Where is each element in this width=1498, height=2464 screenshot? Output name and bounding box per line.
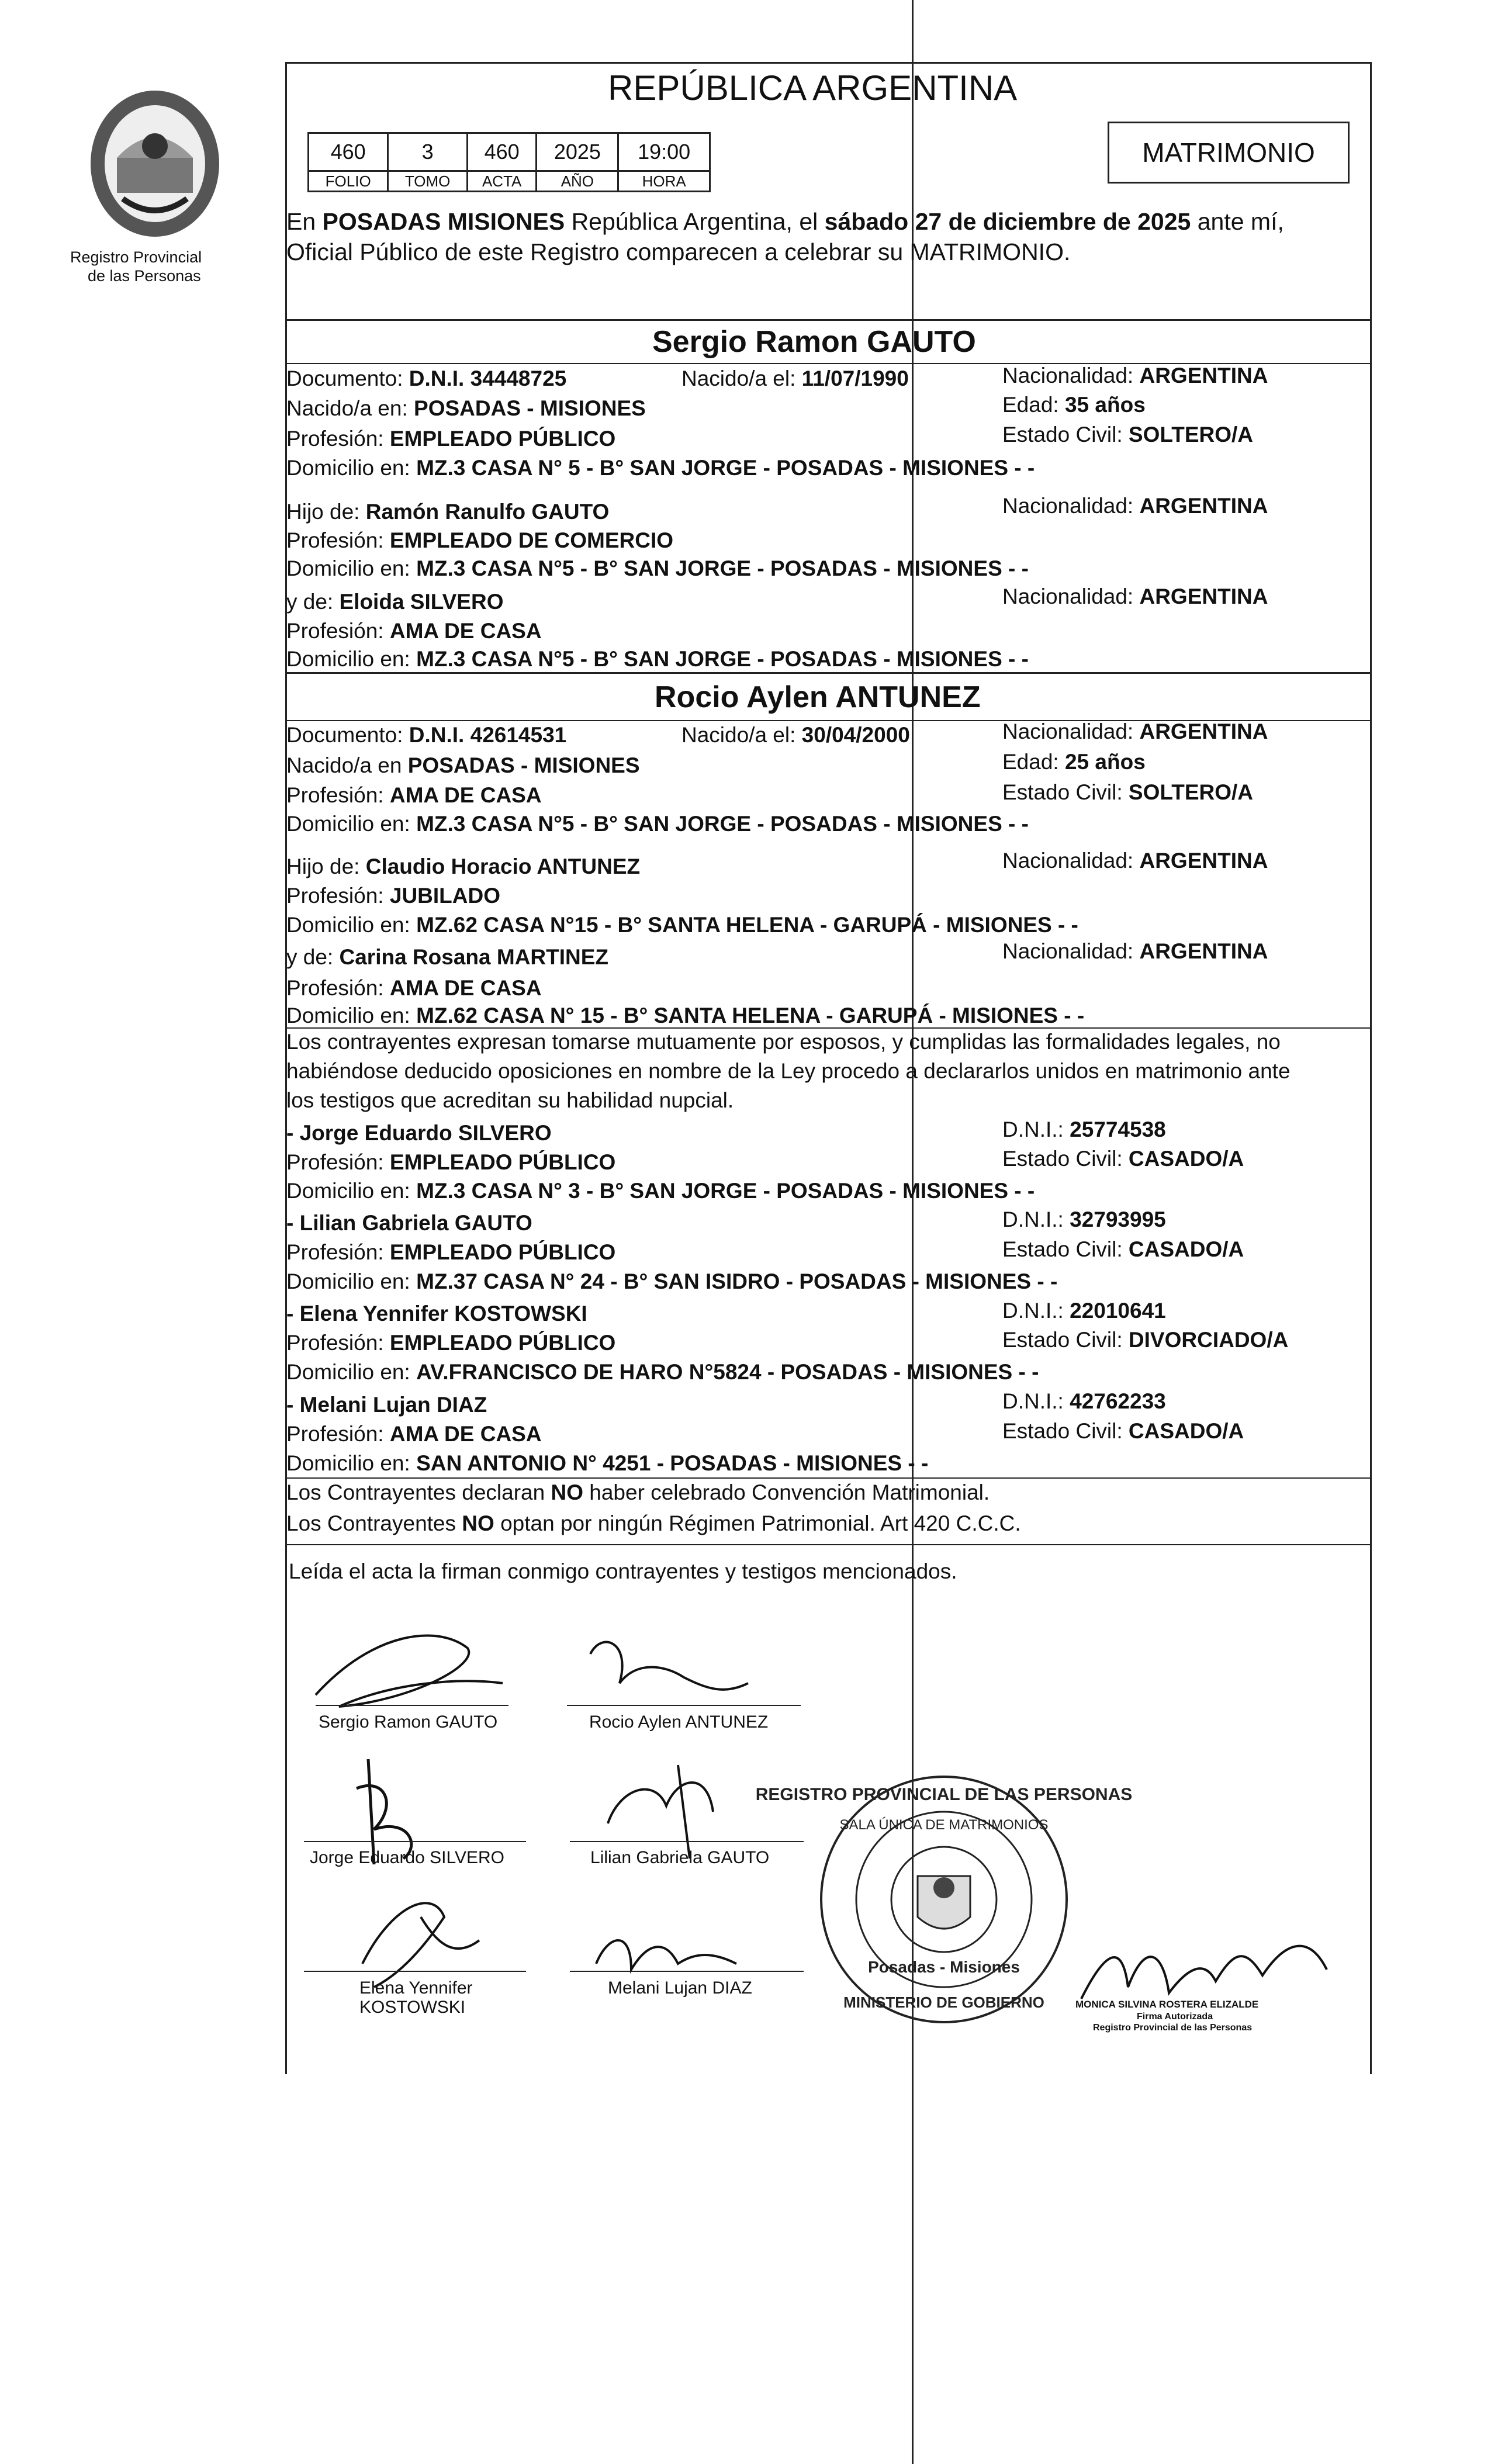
spouse1-age: Edad: 35 años: [1002, 393, 1146, 417]
signature-caption-5a: Elena Yennifer: [359, 1978, 473, 1998]
registry-seal: [755, 1771, 1133, 2028]
spouse1-prof: Profesión: EMPLEADO PÚBLICO: [286, 427, 616, 451]
witness-4-dni: D.N.I.: 42762233: [1002, 1389, 1166, 1413]
folio-label: FOLIO: [309, 171, 388, 192]
registry-logo: [82, 88, 228, 245]
officer-stamp-name: MONICA SILVINA ROSTERA ELIZALDE: [1075, 1999, 1259, 2010]
signature-line: [570, 1971, 804, 1972]
spouse1-father: Hijo de: Ramón Ranulfo GAUTO: [286, 500, 610, 524]
spouse2-place: Nacido/a en POSADAS - MISIONES: [286, 753, 640, 777]
signature-caption-3: Jorge Eduardo SILVERO: [310, 1848, 504, 1867]
declaration-line-3: los testigos que acreditan su habilidad nupcial.: [286, 1088, 734, 1112]
spouse1-doc: Documento: D.N.I. 34448725: [286, 366, 567, 390]
hora-label: HORA: [618, 171, 710, 192]
folio-value: 460: [309, 133, 388, 171]
tomo-value: 3: [388, 133, 468, 171]
spouse2-doc: Documento: D.N.I. 42614531: [286, 723, 567, 747]
spouse2-father-prof: Profesión: JUBILADO: [286, 884, 500, 908]
witness-4-civil: Estado Civil: CASADO/A: [1002, 1419, 1244, 1443]
spouse1-mother: y de: Eloida SILVERO: [286, 590, 504, 614]
spouse2-mother: y de: Carina Rosana MARTINEZ: [286, 945, 609, 969]
signature-caption-6: Melani Lujan DIAZ: [608, 1978, 752, 1998]
witness-2-addr: Domicilio en: MZ.37 CASA N° 24 - B° SAN ISIDRO - POSADAS - MISIONES - -: [286, 1269, 1058, 1293]
witness-4-addr: Domicilio en: SAN ANTONIO N° 4251 - POSADAS - MISIONES - -: [286, 1451, 929, 1475]
acta-label: ACTA: [467, 171, 537, 192]
spouse2-born: Nacido/a el: 30/04/2000: [681, 723, 910, 747]
witness-1-dni: D.N.I.: 25774538: [1002, 1117, 1166, 1141]
signature-caption-1: Sergio Ramon GAUTO: [319, 1712, 498, 1732]
witness-4-prof: Profesión: AMA DE CASA: [286, 1422, 542, 1446]
witness-3-civil: Estado Civil: DIVORCIADO/A: [1002, 1328, 1289, 1352]
spouse2-mother-prof: Profesión: AMA DE CASA: [286, 976, 542, 1000]
witness-1-civil: Estado Civil: CASADO/A: [1002, 1147, 1244, 1171]
signature-line: [570, 1841, 804, 1842]
declaration-line-1: Los contrayentes expresan tomarse mutuamente por esposos, y cumplidas las formalidades legales, no: [286, 1030, 1281, 1054]
witness-1-prof: Profesión: EMPLEADO PÚBLICO: [286, 1150, 616, 1174]
anio-value: 2025: [537, 133, 618, 171]
signature-line: [316, 1705, 508, 1706]
witness-3-addr: Domicilio en: AV.FRANCISCO DE HARO N°5824 - POSADAS - MISIONES - -: [286, 1360, 1039, 1384]
spouse1-father-addr: Domicilio en: MZ.3 CASA N°5 - B° SAN JORGE - POSADAS - MISIONES - -: [286, 556, 1029, 580]
logo-caption-2: de las Personas: [88, 267, 201, 285]
spouse2-addr: Domicilio en: MZ.3 CASA N°5 - B° SAN JORGE - POSADAS - MISIONES - -: [286, 812, 1029, 836]
spouse1-place: Nacido/a en: POSADAS - MISIONES: [286, 396, 646, 420]
witness-4-name: - Melani Lujan DIAZ: [286, 1393, 487, 1417]
divider: [285, 1544, 1370, 1545]
spouse2-nat: Nacionalidad: ARGENTINA: [1002, 719, 1268, 743]
witness-2-civil: Estado Civil: CASADO/A: [1002, 1237, 1244, 1261]
officer-office: Registro Provincial de las Personas: [1093, 2023, 1253, 2033]
witness-2-dni: D.N.I.: 32793995: [1002, 1207, 1166, 1231]
signature-caption-4: Lilian Gabriela GAUTO: [590, 1848, 770, 1867]
spouse1-mother-addr: Domicilio en: MZ.3 CASA N°5 - B° SAN JORGE - POSADAS - MISIONES - -: [286, 647, 1029, 671]
hora-value: 19:00: [618, 133, 710, 171]
seal-bottom-text: MINISTERIO DE GOBIERNO: [843, 1994, 1044, 2011]
spouse2-father: Hijo de: Claudio Horacio ANTUNEZ: [286, 854, 641, 878]
seal-outer-text: REGISTRO PROVINCIAL DE LAS PERSONAS: [755, 1785, 1133, 1804]
spouse1-father-prof: Profesión: EMPLEADO DE COMERCIO: [286, 528, 674, 552]
spouse2-name: Rocio Aylen ANTUNEZ: [655, 680, 981, 714]
witness-3-name: - Elena Yennifer KOSTOWSKI: [286, 1302, 587, 1326]
acta-value: 460: [467, 133, 537, 171]
divider: [285, 1477, 1370, 1479]
spouse2-father-addr: Domicilio en: MZ.62 CASA N°15 - B° SANTA HELENA - GARUPÁ - MISIONES - -: [286, 913, 1078, 937]
witness-3-prof: Profesión: EMPLEADO PÚBLICO: [286, 1331, 616, 1355]
officer-role: Firma Autorizada: [1137, 2012, 1213, 2022]
divider: [285, 1027, 1370, 1029]
seal-inner-text: SALA ÚNICA DE MATRIMONIOS: [839, 1817, 1049, 1833]
signature-line: [304, 1841, 526, 1842]
spouse2-father-nat: Nacionalidad: ARGENTINA: [1002, 849, 1268, 873]
spouse2-mother-addr: Domicilio en: MZ.62 CASA N° 15 - B° SANTA HELENA - GARUPÁ - MISIONES - -: [286, 1003, 1085, 1027]
spouse2-civil: Estado Civil: SOLTERO/A: [1002, 780, 1254, 804]
page-title: REPÚBLICA ARGENTINA: [608, 68, 1018, 108]
witness-1-name: - Jorge Eduardo SILVERO: [286, 1121, 552, 1145]
spouse1-name: Sergio Ramon GAUTO: [652, 325, 976, 359]
closing-text: Leída el acta la firman conmigo contrayentes y testigos mencionados.: [289, 1559, 957, 1583]
spouse1-mother-nat: Nacionalidad: ARGENTINA: [1002, 584, 1268, 608]
signature-line: [567, 1705, 801, 1706]
tomo-label: TOMO: [388, 171, 468, 192]
witness-2-prof: Profesión: EMPLEADO PÚBLICO: [286, 1240, 616, 1264]
declaration-line-2: habiéndose deducido oposiciones en nombre de la Ley procedo a declararlos unidos en matrimonio ante: [286, 1059, 1291, 1083]
province-shield-icon: [82, 88, 228, 245]
act-type-box: MATRIMONIO: [1108, 122, 1350, 184]
spouse2-mother-nat: Nacionalidad: ARGENTINA: [1002, 939, 1268, 963]
anio-label: AÑO: [537, 171, 618, 192]
spouse2-prof: Profesión: AMA DE CASA: [286, 783, 542, 807]
intro-line-2: Oficial Público de este Registro comparecen a celebrar su MATRIMONIO.: [286, 238, 1071, 265]
spouse1-mother-prof: Profesión: AMA DE CASA: [286, 619, 542, 643]
intro-line-1: En POSADAS MISIONES República Argentina, el sábado 27 de diciembre de 2025 ante mí,: [286, 208, 1284, 235]
spouse1-nat: Nacionalidad: ARGENTINA: [1002, 364, 1268, 387]
fold-line: [912, 0, 914, 2464]
divider: [285, 672, 1370, 674]
spouse1-civil: Estado Civil: SOLTERO/A: [1002, 423, 1254, 447]
signature-line: [304, 1971, 526, 1972]
regime-line-1: Los Contrayentes declaran NO haber celebrado Convención Matrimonial.: [286, 1480, 990, 1504]
spouse1-father-nat: Nacionalidad: ARGENTINA: [1002, 494, 1268, 518]
regime-line-2: Los Contrayentes NO optan por ningún Régimen Patrimonial. Art 420 C.C.C.: [286, 1511, 1021, 1535]
signature-caption-2: Rocio Aylen ANTUNEZ: [589, 1712, 769, 1732]
spouse1-born: Nacido/a el: 11/07/1990: [681, 366, 909, 390]
logo-caption-1: Registro Provincial: [70, 248, 202, 266]
signature-caption-5b: KOSTOWSKI: [359, 1998, 466, 2017]
spouse2-age: Edad: 25 años: [1002, 750, 1146, 774]
spouse1-addr: Domicilio en: MZ.3 CASA N° 5 - B° SAN JORGE - POSADAS - MISIONES - -: [286, 456, 1035, 480]
registry-table: [307, 132, 711, 192]
divider: [285, 319, 1370, 321]
witness-3-dni: D.N.I.: 22010641: [1002, 1299, 1166, 1323]
seal-city-text: Posadas - Misiones: [868, 1958, 1020, 1976]
witness-2-name: - Lilian Gabriela GAUTO: [286, 1211, 532, 1235]
witness-1-addr: Domicilio en: MZ.3 CASA N° 3 - B° SAN JORGE - POSADAS - MISIONES - -: [286, 1179, 1035, 1203]
